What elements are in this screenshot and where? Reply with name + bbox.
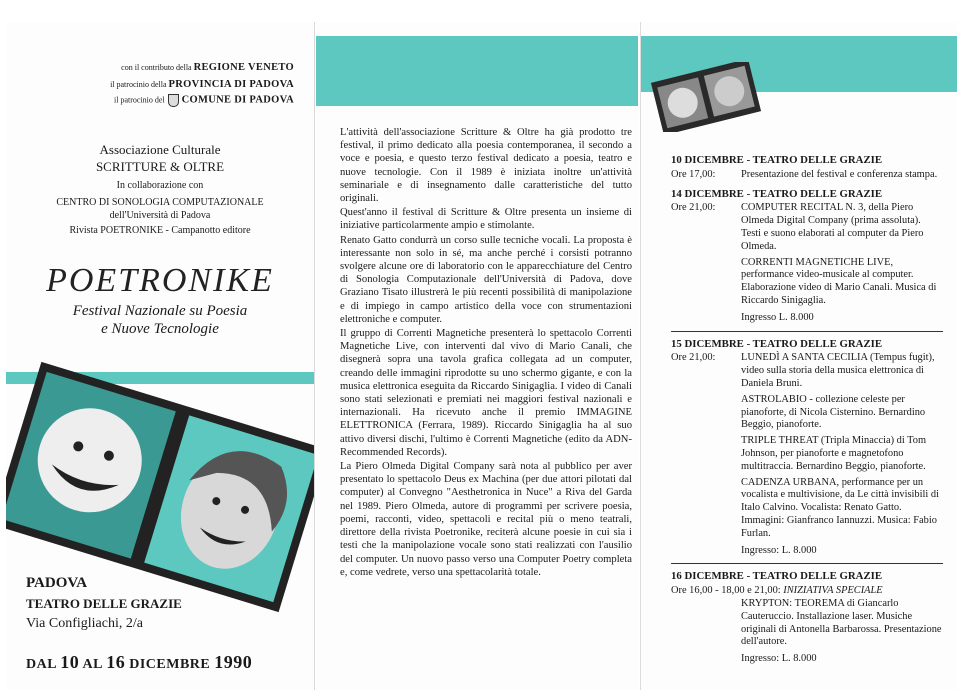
schedule-day-title: 16 DICEMBRE - TEATRO DELLE GRAZIE — [671, 570, 883, 583]
schedule-desc: ASTROLABIO - collezione celeste per pianoforte, di Nicola Cisternino. Bernardino Beggio, pianoforte. — [741, 393, 926, 431]
schedule-divider — [671, 331, 943, 332]
schedule-time: Ore 21,00: — [671, 202, 716, 214]
address-text: Via Configliachi, 2/a — [26, 616, 143, 631]
coat-of-arms-icon — [168, 94, 179, 107]
schedule-panel — [640, 22, 957, 690]
schedule-desc: TRIPLE THREAT (Tripla Minaccia) di Tom Johnson, per pianoforte e magnetofono multitraccia. Bernardino Beggio, pianoforte. — [741, 435, 927, 472]
schedule-desc: CADENZA URBANA, performance per un vocalista e multivisione, da Le città invisibili di Italo Calvino. Vocalista: Renato Gatto. Immagini: Gianfranco Iannuzzi. Musica: Fabio Furlan. — [741, 476, 939, 539]
schedule-price: Ingresso L. 8.000 — [741, 311, 814, 323]
city-text: PADOVA — [26, 575, 88, 591]
teal-header-band — [316, 36, 638, 106]
collab-text: In collaborazione con — [116, 180, 204, 191]
schedule-entry — [671, 202, 943, 253]
schedule-entry — [671, 585, 943, 598]
filmstrip-photo — [651, 62, 761, 132]
schedule-special: INIZIATIVA SPECIALE — [783, 585, 883, 597]
schedule-price: Ingresso: L. 8.000 — [741, 544, 817, 556]
schedule-entry — [671, 169, 943, 182]
festival-subtitle-2: e Nuove Tecnologie — [101, 321, 219, 337]
schedule-time: Ore 21,00: — [671, 352, 716, 364]
schedule-desc: KRYPTON: TEOREMA di Giancarlo Cauteruccio. Installazione laser. Musiche originali di Antonella Barbarossa. Presentazione dell'autore. — [741, 597, 942, 648]
schedule-time: Ore 17,00: — [671, 168, 716, 180]
schedule-day-title: 10 DICEMBRE - TEATRO DELLE GRAZIE — [671, 154, 883, 166]
centro-text: CENTRO DI SONOLOGIA COMPUTAZIONALE — [56, 197, 264, 208]
article-paragraph-1: L'attività dell'associazione Scritture & Oltre ha già prodotto tre festival, il primo dedicato alla poesia contemporanea, il secondo a voce e poesia, e questo terzo festival dedicato a poesia, teatro e nuove tecnologie. Con il 1989 è iniziata inoltre un'attività seminariale e di insegnamento dalle caratteristiche del tutto originali. — [340, 127, 632, 205]
schedule-day-title: 15 DICEMBRE - TEATRO DELLE GRAZIE — [671, 337, 883, 350]
schedule-entry — [671, 352, 943, 390]
schedule-time: Ore 16,00 - 18,00 e 21,00: — [671, 585, 781, 597]
schedule-desc: Presentazione del festival e conferenza stampa. — [741, 168, 938, 180]
cover-panel — [6, 22, 315, 690]
rivista-text: Rivista POETRONIKE - Campanotto editore — [69, 225, 251, 236]
article-paragraph-3: Renato Gatto condurrà un corso sulle tecniche vocali. La proposta è interessante non solo in sé, ma anche perché i corsisti potranno svolgere alcune ore di laboratorio con le apparecchiature del Centro di Sonologia Computazionale dell'Università di Padova, dove Graziano Tisato illustrerà le più recenti possibilità di manipolazione e di impiego in campo artistico della voce con strumentazioni elettroniche e computer. — [340, 234, 632, 325]
sponsor-line-comune: il patrocinio del COMUNE DI PADOVA — [114, 94, 294, 106]
article-paragraph-4: Il gruppo di Correnti Magnetiche presenterà lo spettacolo Correnti Magnetiche Live, con interventi dal vivo di Mario Canali, che disegnerà sopra una tavola grafica collegata ad un computer, creando delle immagini riprodotte su uno schermo gigante, e con la musica elettronica eseguita da Riccardo Sinigaglia. I video di Canali sono stati selezionati e premiati nei maggiori festival nazionali e internazionali. Ha ricevuto anche il premio IMMAGINE ELETTRONICA (Ferrara, 1989). Riccardo Sinigaglia ha al suo attivo diversi dischi, l'ultimo è Correnti Magnetiche (edito da ADN-Recommended Records). — [340, 328, 632, 458]
sponsor-line-regione: con il contributo della REGIONE VENETO — [121, 62, 294, 73]
schedule-desc: COMPUTER RECITAL N. 3, della Piero Olmeda Digital Company (prima assoluta). Testi e suono elaborati al computer da Piero Olmeda. — [741, 202, 924, 252]
venue-text: TEATRO DELLE GRAZIE — [26, 596, 182, 611]
schedule-divider — [671, 563, 943, 564]
assoc-name: Associazione Culturale — [99, 142, 221, 157]
schedule-price: Ingresso: L. 8.000 — [741, 653, 817, 665]
festival-subtitle-1: Festival Nazionale su Poesia — [72, 303, 248, 319]
article-panel — [316, 22, 638, 690]
sponsor-line-provincia: il patrocinio della PROVINCIA DI PADOVA — [110, 79, 294, 90]
article-text — [340, 126, 632, 580]
schedule-desc: CORRENTI MAGNETICHE LIVE, performance video-musicale al computer. Elaborazione video di Mario Canali. Musica di Riccardo Sinigaglia. — [741, 256, 937, 306]
festival-dates: DAL 10 AL 16 DICEMBRE 1990 — [26, 652, 253, 672]
schedule-day-title: 14 DICEMBRE - TEATRO DELLE GRAZIE — [671, 187, 883, 200]
article-paragraph-5: La Piero Olmeda Digital Company sarà nota al pubblico per aver presentato lo spettacolo Deus ex Machina (per due attori pilotati dal computer) al Convegno "Aesthetronica in Nuce" a Riva del Garda nel 1989. Piero Olmeda, autore di programmi per scrivere poesia, poemi, racconti, video, spettacoli e recital più o meno teatrali, direttore della rivista Poetronike, reciterà alcune poesie in cui sia i testi che la manipolazione vocale sono stati realizzati con l'ausilio del computer. Un nuovo passo verso una Computer Poetry completa e, come vedrete, verso una spettacolarità totale. — [340, 461, 632, 578]
univ-text: dell'Università di Padova — [109, 210, 211, 221]
assoc-title: SCRITTURE & OLTRE — [95, 159, 225, 174]
schedule-desc: LUNEDÌ A SANTA CECILIA (Tempus fugit), video sulla storia della musica elettronica di Daniela Bruni. — [741, 352, 935, 389]
article-paragraph-2: Quest'anno il festival di Scritture & Oltre presenta un insieme di iniziative particolarmente ampio e stimolante. — [340, 207, 632, 232]
schedule-list — [671, 148, 943, 666]
poetronike-logo: POETRONIKE — [46, 262, 274, 299]
